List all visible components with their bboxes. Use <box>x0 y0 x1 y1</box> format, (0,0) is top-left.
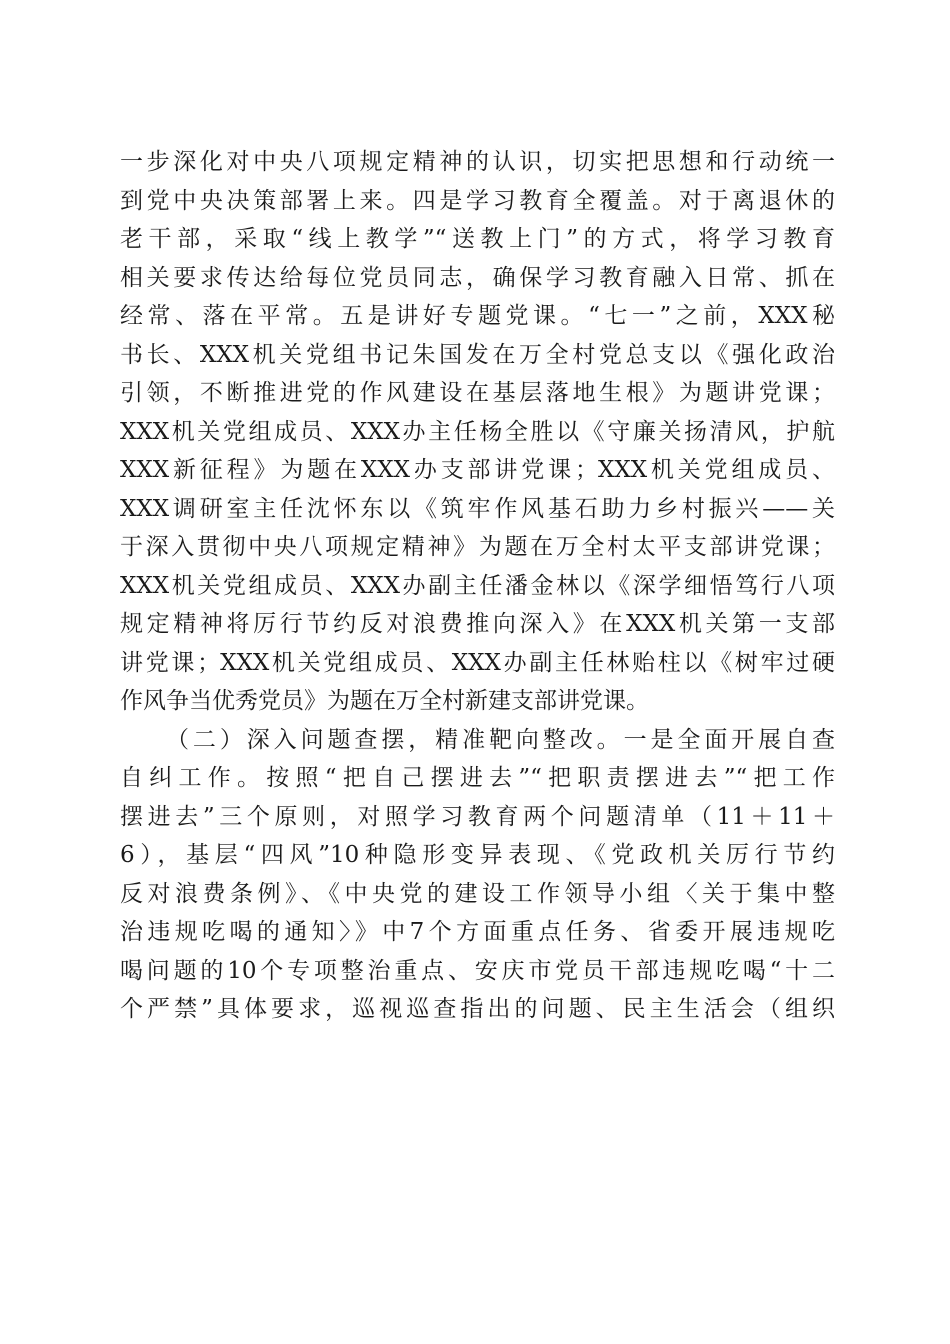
text-line: 个严禁”具体要求，巡视巡查指出的问题、民主生活会（组织 <box>120 996 835 1022</box>
text-line-section-heading: （二）深入问题查摆，精准靶向整改。一是全面开展自查 <box>166 726 835 753</box>
text-line: XXX机关党组成员、XXX办主任杨全胜以《守廉关扬清风，护航 <box>120 418 835 445</box>
text-line: 6），基层“四风”10种隐形变异表现、《党政机关厉行节约 <box>120 842 835 868</box>
text-line: 一步深化对中央八项规定精神的认识，切实把思想和行动统一 <box>120 149 835 175</box>
text-line: 老干部，采取“线上教学”“送教上门”的方式，将学习教育 <box>120 226 835 252</box>
text-line: 自纠工作。按照“把自己摆进去”“把职责摆进去”“把工作 <box>120 765 835 791</box>
text-line-paragraph-end: 作风争当优秀党员》为题在万全村新建支部讲党课。 <box>120 688 649 714</box>
text-line: 摆进去”三个原则，对照学习教育两个问题清单（11＋11＋ <box>120 803 835 830</box>
text-line: XXX新征程》为题在XXX办支部讲党课；XXX机关党组成员、 <box>120 457 835 483</box>
text-line: 到党中央决策部署上来。四是学习教育全覆盖。对于离退休的 <box>120 187 835 214</box>
text-line: 讲党课；XXX机关党组成员、XXX办副主任林贻柱以《树牢过硬 <box>120 649 835 676</box>
text-line: 于深入贯彻中央八项规定精神》为题在万全村太平支部讲党课； <box>120 534 835 560</box>
text-line: 治违规吃喝的通知〉》中7个方面重点任务、省委开展违规吃 <box>120 919 835 945</box>
text-line: 喝问题的10个专项整治重点、安庆市党员干部违规吃喝“十二 <box>120 957 835 984</box>
text-line: 书长、XXX机关党组书记朱国发在万全村党总支以《强化政治 <box>120 341 835 368</box>
text-line: 反对浪费条例》、《中央党的建设工作领导小组〈关于集中整 <box>120 880 835 907</box>
text-line: 经常、落在平常。五是讲好专题党课。“七一”之前，XXX秘 <box>120 303 835 329</box>
body-text <box>120 143 835 1029</box>
text-line: XXX机关党组成员、XXX办副主任潘金林以《深学细悟笃行八项 <box>120 572 835 599</box>
text-line: 引领，不断推进党的作风建设在基层落地生根》为题讲党课； <box>120 380 835 406</box>
text-line: XXX调研室主任沈怀东以《筑牢作风基石助力乡村振兴——关 <box>120 495 835 522</box>
text-line: 相关要求传达给每位党员同志，确保学习教育融入日常、抓在 <box>120 264 835 291</box>
text-line: 规定精神将厉行节约反对浪费推向深入》在XXX机关第一支部 <box>120 611 835 637</box>
